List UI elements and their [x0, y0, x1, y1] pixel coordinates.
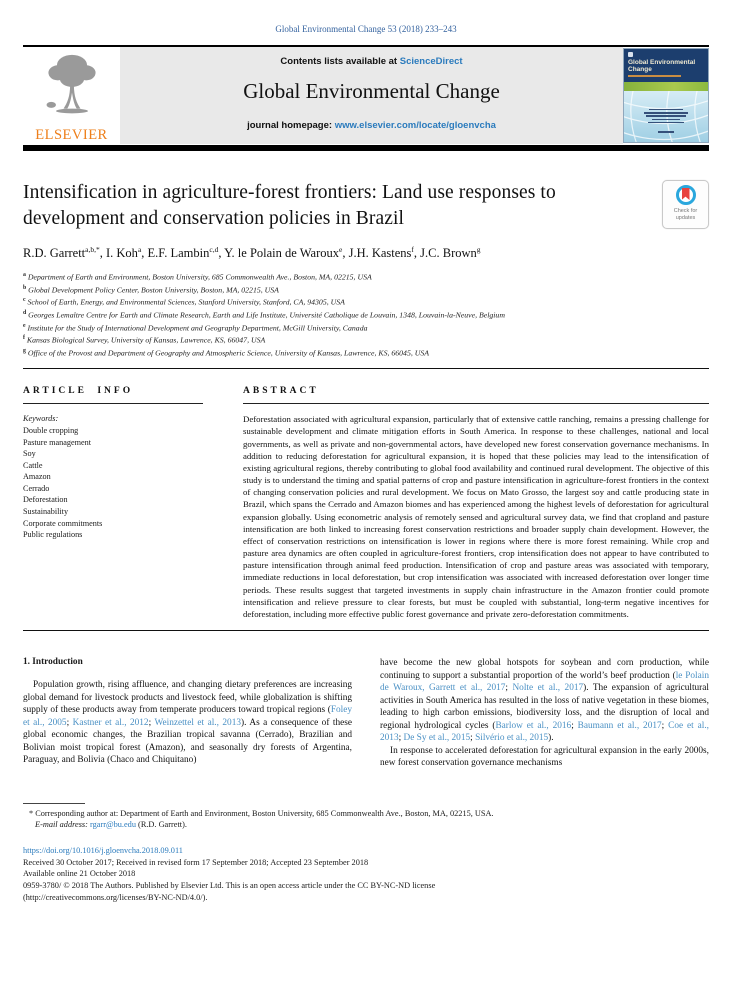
license-url: (http://creativecommons.org/licenses/BY-NC-ND/4.0/).	[23, 893, 208, 903]
corresponding-author-note: * Corresponding author at: Department of Earth and Environment, Boston University, 685 Commonwealth Ave., Boston, MA, 02215, USA.	[29, 808, 494, 818]
keyword: Cerrado	[23, 483, 50, 493]
article-info-heading: ARTICLE INFO	[23, 386, 134, 397]
cover-publisher-mark-icon	[628, 52, 633, 57]
text-segment: Population growth, rising affluence, and changing dietary preferences are increasing global demand for livestock products and livestock feed, while globalization is shifting supply of these products away from temperate producers toward tropical regions (	[23, 679, 352, 716]
header-bottom-bar	[23, 145, 709, 151]
text-segment: ;	[470, 733, 476, 744]
citation-link[interactable]: Kastner et al., 2012	[72, 717, 149, 728]
text-segment: ;	[66, 717, 73, 728]
citation-link[interactable]: Coe et al., 2013	[380, 720, 709, 744]
journal-cover-thumbnail[interactable]	[623, 48, 709, 143]
title-row	[23, 180, 709, 232]
keyword: Cattle	[23, 460, 43, 470]
footnote-rule	[23, 803, 85, 804]
cover-title: Global Environmental Change	[628, 59, 696, 73]
intro-paragraph-right-1	[380, 657, 709, 745]
citation-link[interactable]: Nolte et al., 2017	[512, 683, 584, 694]
body-left-column	[23, 657, 352, 770]
author: R.D. Garrett	[23, 246, 86, 261]
affiliation: $^g$ Office of the Provost and Department of Geography and Atmospheric Science, University of Kansas, Lawrence, KS, 66045, USA	[23, 347, 430, 358]
check-badge-label: Check for updates	[673, 208, 698, 221]
homepage-line	[120, 120, 623, 131]
author: J.H. Kastens	[348, 246, 412, 261]
elsevier-logo	[23, 47, 120, 144]
author-affil-sup: a	[137, 245, 142, 254]
cover-subtitle-rule	[628, 75, 681, 77]
affiliation: $^d$ Georges Lemaître Centre for Earth and Climate Research, Earth and Life Institute, Université Catholique de Louvain, 1348, Louvain-la-Neuve, Belgium	[23, 309, 505, 320]
text-segment: ;	[661, 720, 669, 731]
author-affil-sup: g	[476, 245, 481, 254]
citation-link[interactable]: Weinzettel et al., 2013	[154, 717, 241, 728]
text-segment: ).	[548, 733, 554, 744]
abstract-text: Deforestation associated with agricultural expansion, particularly that of extensive cattle ranching, remains a pressing challenge for sustainable development and climate mitigation efforts in South America. In response to these challenges, national and local governments, as well as private and non-governmental actors, have developed new forest conservation governance mechanisms. In addition to reducing deforestation for agricultural expansion, it is hoped that these policies may lead to the intensification of existing agricultural regions, thereby contributing to global food availability and continued rural development. The objective of this study is to understand the timing and spatial patterns of crop and pasture intensification in agriculture-forest frontiers in the context of changing conservation policies and rural development. We focus on Mato Grosso, the largest soy and cattle producing state in Brazil, which spans the Cerrado and Amazon biomes and has experienced among the highest levels of deforestation for agricultural expansion globally. Using econometric analysis of remotely sensed and agricultural survey data, we find that cropland and pasture intensification are both linked to increasing forest conservation restrictions and broader supply chain development. However, the effect of conservation restrictions on intensification is lower in regions where there is more forest remaining. While crop and pasture area dynamics are often coupled in agriculture-forest frontiers, crop intensification does not appear to have contributed to pasture intensification through animal feed production. Intensification of crop and pasture areas was associated with temporary, immediate reductions in local deforestation, but crop intensification was associated with increased deforestation over longer time periods. These results suggest that targeted investments in supply chain infrastructure in the Amazon frontier could promote intensification and relieve pressure to clear forests, but must be coupled with substantial, long-term negative incentives for deforestation, including more effective public forest governance and private zero-deforestation commitments.	[243, 414, 709, 619]
journal-header	[23, 47, 709, 144]
affiliation-list	[23, 270, 709, 358]
cover-green-band	[624, 82, 708, 91]
author: J.C. Brown	[420, 246, 477, 261]
journal-title: Global Environmental Change	[243, 79, 500, 103]
elsevier-tree-icon	[39, 51, 105, 126]
intro-paragraph-right-2: In response to accelerated deforestation for agricultural expansion in the early 2000s, new forest conservation governance mechanisms	[380, 745, 709, 769]
cover-text-lines	[624, 107, 708, 135]
text-segment: ;	[571, 720, 578, 731]
sciencedirect-link[interactable]: ScienceDirect	[399, 56, 463, 67]
article-info-column	[23, 369, 203, 620]
received-dates: Received 30 October 2017; Received in revised form 17 September 2018; Accepted 23 September 2018	[23, 857, 369, 867]
author-affil-sup: c,d	[209, 245, 219, 254]
text-segment: ). As a consequence of these global economic changes, the Brazilian tropical savanna (Cerrado), Brazilian and Bolivian moist tropical forest (Amazon), and seasonally dry forests of Argentina, Paraguay, and Bolivia (Chaco and Chiquitano)	[23, 717, 352, 766]
journal-homepage-link[interactable]: www.elsevier.com/locate/gloenvcha	[334, 120, 496, 131]
email-line	[23, 819, 709, 831]
affiliation: $^e$ Institute for the Study of International Development and Geography Department, McGill University, Canada	[23, 322, 368, 333]
affiliation: $^f$ Kansas Biological Survey, University of Kansas, Lawrence, KS, 66047, USA	[23, 335, 266, 345]
homepage-label: journal homepage:	[247, 120, 335, 131]
author: Y. le Polain de Waroux	[224, 246, 339, 261]
keyword: Public regulations	[23, 530, 83, 540]
email-suffix: (R.D. Garrett).	[135, 820, 187, 830]
running-head-citation: Global Environmental Change 53 (2018) 233–243	[275, 24, 457, 34]
footnote-block	[23, 808, 709, 831]
article-body	[23, 657, 709, 770]
email-link[interactable]: rgarr@bu.edu	[90, 820, 136, 830]
keyword: Deforestation	[23, 495, 68, 505]
email-label: E-mail address:	[35, 820, 88, 830]
introduction-heading: 1. Introduction	[23, 656, 83, 667]
article-info-rule	[23, 403, 203, 404]
text-segment: ;	[505, 683, 513, 694]
text-segment: have become the new global hotspots for soybean and corn production, while continuing to support a substantial proportion of the world’s beef production (	[380, 657, 709, 681]
abstract-heading: ABSTRACT	[243, 386, 319, 397]
keyword: Corporate commitments	[23, 518, 103, 528]
citation-link[interactable]: le Polain de Waroux, Garrett et al., 2017	[380, 670, 710, 694]
author-affil-sup: f	[411, 245, 414, 254]
citation-link[interactable]: Foley et al., 2005	[23, 705, 352, 728]
intro-paragraph-left	[23, 679, 352, 767]
citation-link[interactable]: Barlow et al., 2016	[495, 720, 572, 731]
author-list: R.D. Garrett$^{a,b,*}$, I. Koh$^a$, E.F. Lambin$^{c,d}$, Y. le Polain de Waroux$^e$, J.H. Kastens$^f$, J.C. Brown$^g$	[23, 245, 481, 261]
citation-link[interactable]: De Sy et al., 2015	[403, 733, 471, 744]
bookmark-ribbon-icon	[682, 188, 690, 200]
author-affil-sup: a,b,*	[85, 245, 100, 254]
text-segment: ;	[398, 733, 404, 744]
contents-line	[120, 56, 623, 67]
doi-link[interactable]: https://doi.org/10.1016/j.gloenvcha.2018.09.011	[23, 845, 183, 855]
keyword: Amazon	[23, 472, 51, 482]
journal-banner	[120, 47, 623, 144]
article-title: Intensification in agriculture-forest frontiers: Land use responses to development and conservation policies in Brazil	[23, 182, 556, 229]
author: I. Koh	[105, 246, 138, 261]
affiliation: $^b$ Global Development Policy Center, Boston University, Boston, MA, 02215, USA	[23, 284, 279, 295]
citation-link[interactable]: Silvério et al., 2015	[475, 733, 549, 744]
body-right-column	[380, 657, 709, 770]
author-affil-sup: e	[338, 245, 343, 254]
author: E.F. Lambin	[147, 246, 210, 261]
copyright-line: 0959-3780/ © 2018 The Authors. Published by Elsevier Ltd. This is an open access article under the CC BY-NC-ND license	[23, 881, 436, 891]
keywords-label: Keywords:	[23, 414, 59, 424]
abstract-rule	[243, 403, 709, 404]
cover-header	[624, 49, 708, 82]
abstract-bottom-rule	[23, 630, 709, 631]
abstract-column	[243, 369, 709, 620]
contents-line-text: Contents lists available at	[280, 56, 400, 67]
keyword: Sustainability	[23, 507, 69, 517]
available-online: Available online 21 October 2018	[23, 869, 136, 879]
publication-footer	[23, 845, 709, 904]
article-info-abstract-section	[23, 369, 709, 620]
affiliation: $^c$ School of Earth, Energy, and Environmental Sciences, Stanford University, Stanford, CA, 94305, USA	[23, 297, 345, 307]
elsevier-logo-text: ELSEVIER	[35, 127, 108, 143]
crossmark-icon	[676, 185, 696, 205]
keyword: Pasture management	[23, 437, 91, 447]
affiliation: $^a$ Department of Earth and Environment, Boston University, 685 Commonwealth Ave., Boston, MA, 02215, USA	[23, 272, 372, 282]
keyword: Double cropping	[23, 425, 79, 435]
text-segment: ). The expansion of agricultural activities in South America has resulted in the loss of native vegetation in these biomes, leading to high carbon emissions, biodiversity loss, and the disruption of local and regional hydrological cycles (	[380, 683, 709, 731]
citation-link[interactable]: Baumann et al., 2017	[577, 720, 662, 731]
text-segment: ;	[148, 717, 155, 728]
cover-globe-art	[624, 91, 708, 142]
keyword: Soy	[23, 449, 36, 459]
check-for-updates-badge[interactable]	[662, 180, 709, 229]
